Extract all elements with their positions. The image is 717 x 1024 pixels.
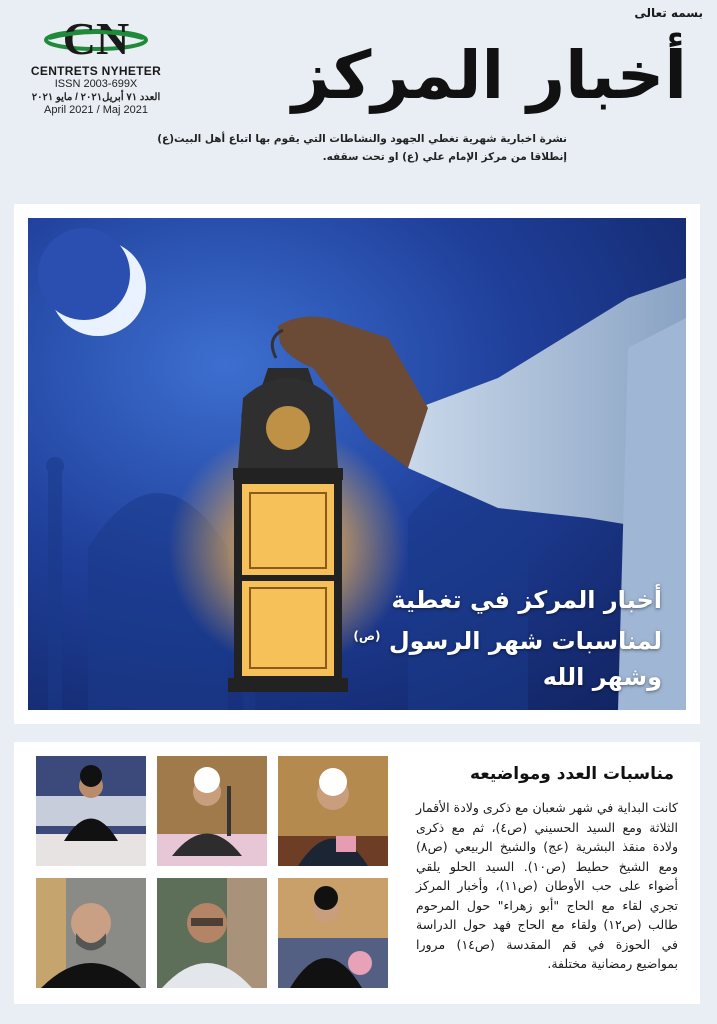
publication-logo: [26, 14, 166, 117]
cover-headline-line-3: وشهر الله: [542, 663, 662, 691]
photo-grid: [36, 756, 388, 988]
bismillah-text: بسمه تعالى: [634, 6, 703, 20]
subtitle-line-1: نشرة اخبارية شهرية تغطي الجهود والنشاطات التي يقوم بها اتباع أهل البيت(ع): [157, 133, 567, 145]
cn-logo-mark: [41, 14, 151, 62]
crescent-moon-icon: [38, 228, 146, 336]
photo-speaker-3: [36, 756, 146, 866]
cover-headline: [332, 582, 662, 695]
photo-speaker-5: [157, 878, 267, 988]
issue-number-arabic: العدد ٧١ أبريل٢٠٢١ / مايو ٢٠٢١: [31, 92, 161, 103]
photo-speaker-4: [278, 878, 388, 988]
photo-speaker-2: [157, 756, 267, 866]
topics-heading: مناسبات العدد ومواضيعه: [469, 764, 674, 784]
photo-speaker-1: [278, 756, 388, 866]
cover-headline-line-2-text: لمناسبات شهر الرسول: [388, 627, 662, 655]
masthead-title: أخبار المركز: [291, 37, 687, 114]
logo-letters: CN: [62, 14, 130, 62]
photo-speaker-6: [36, 878, 146, 988]
cover-headline-line-1: أخبار المركز في تغطية: [391, 586, 662, 614]
masthead-subtitle: [107, 130, 567, 166]
logo-name: CENTRETS NYHETER: [30, 64, 162, 78]
topics-body: كانت البداية في شهر شعبان مع ذكرى ولادة الأقمار الثلاثة ومع السيد الحسيني (ص٤)، ثم مع ذكرى ولادة منقذ البشرية (عج) والشيخ الربيعي (ص٨) ومع الشيخ حطيط (ص١٠). السيد الحلو يلقي أضواء على حب الأوطان (ص١١)، وأخبار المركز تجري لقاء مع الحاج "أبو زهراء" حول المرحوم طالب (ص١٢) ولقاء مع الحاج فهد حول الدراسة في الحوزة في قم المقدسة (ص١٤) مرورا بمواضيع رمضانية مختلفة.: [416, 800, 678, 971]
cover-headline-superscript: (ص): [353, 629, 381, 643]
issue-date: April 2021 / Maj 2021: [44, 104, 148, 116]
issn-number: ISSN 2003-699X: [54, 78, 138, 90]
cover-headline-line-2: [332, 618, 662, 659]
cover-image: [28, 218, 686, 710]
cover-image-frame: [14, 204, 700, 724]
lantern-icon: [228, 368, 348, 692]
subtitle-line-2: إنطلاقا من مركز الإمام علي (ع) او تحت سقفه.: [322, 151, 567, 163]
issue-topics-panel: [14, 742, 700, 1004]
